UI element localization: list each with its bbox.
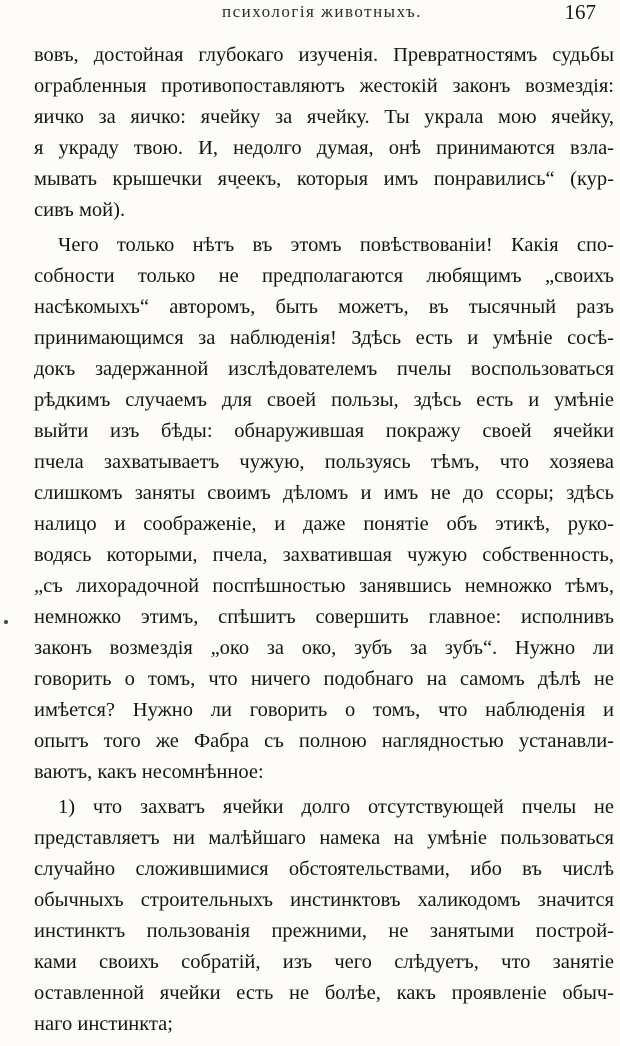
text-line: водясь которыми, пчела, захватившая чужую собственность, xyxy=(34,544,614,566)
text-line: пчела захватываетъ чужую, пользуясь тѣмъ, что хозяева xyxy=(34,451,614,473)
text-line: наго инстинкта; xyxy=(34,1013,173,1035)
text-line: обычныхъ строительныхъ инстинктовъ халикодомъ значится xyxy=(34,889,614,911)
text-line: „съ лихорадочной поспѣшностью занявшись немножко тѣмъ, xyxy=(34,575,614,597)
text-line: сивъ мой). xyxy=(34,199,126,221)
text-line: ваютъ, какъ несомнѣнное: xyxy=(34,761,264,783)
text-line: рѣдкимъ случаемъ для своей пользы, здѣсь есть и умѣніе xyxy=(34,389,614,411)
text-line: слишкомъ заняты своимъ дѣломъ и имъ не до ссоры; здѣсь xyxy=(34,482,614,504)
text-line: Чего только нѣтъ въ этомъ повѣствованіи! Какія спо- xyxy=(58,234,614,256)
text-line: оставленной ячейки есть не болѣе, какъ проявленіе обыч- xyxy=(34,982,614,1004)
text-line: 1) что захватъ ячейки долго отсутствующей пчелы не xyxy=(58,796,614,818)
page-number: 167 xyxy=(564,0,596,24)
text-line: инстинктъ пользованія прежними, не занятыми построй- xyxy=(34,920,614,942)
text-line: насѣкомыхъ“ авторомъ, быть можетъ, въ тысячный разъ xyxy=(34,296,614,318)
text-line: докъ задержанной изслѣдователемъ пчелы воспользоваться xyxy=(34,358,614,380)
text-line: мывать крышечки ячеекъ, которыя имъ понравились“ (кур- xyxy=(34,168,614,190)
text-line: принимающимся за наблюденія! Здѣсь есть и умѣніе сосѣ- xyxy=(34,327,614,349)
margin-ink-speck xyxy=(4,620,8,624)
text-line: налицо и соображеніе, и даже понятіе объ этикѣ, руко- xyxy=(34,513,614,535)
text-line: выйти изъ бѣды: обнаружившая покражу своей ячейки xyxy=(34,420,614,442)
text-line: ограбленныя противопоставляютъ жестокій законъ возмездія: xyxy=(34,75,614,97)
text-line: собности только не предполагаются любящимъ „своихъ xyxy=(34,265,614,287)
page-header xyxy=(0,2,620,28)
text-line: яичко за яичко: ячейку за ячейку. Ты украла мою ячейку, xyxy=(34,106,614,128)
text-line: немножко этимъ, спѣшитъ совершить главное: исполнивъ xyxy=(34,606,614,628)
text-line: вовъ, достойная глубокаго изученія. Превратностямъ судьбы xyxy=(34,44,614,66)
text-line: представляетъ ни малѣйшаго намека на умѣніе пользоваться xyxy=(34,827,614,849)
running-head: психологія животныхъ. xyxy=(222,2,422,21)
text-line: опытъ того же Фабра съ полною наглядностью устанавли- xyxy=(34,730,614,752)
text-line: говорить о томъ, что ничего подобнаго на самомъ дѣлѣ не xyxy=(34,668,614,690)
text-line: ками своихъ собратій, изъ чего слѣдуетъ, что занятіе xyxy=(34,951,614,973)
text-line: я украду твою. И, недолго думая, онѣ принимаются взла- xyxy=(34,137,614,159)
text-line: имѣется? Нужно ли говорить о томъ, что наблюденія и xyxy=(34,699,614,721)
text-line: случайно сложившимися обстоятельствами, ибо въ числѣ xyxy=(34,858,614,880)
text-line: законъ возмездія „око за око, зубъ за зубъ“. Нужно ли xyxy=(34,637,614,659)
